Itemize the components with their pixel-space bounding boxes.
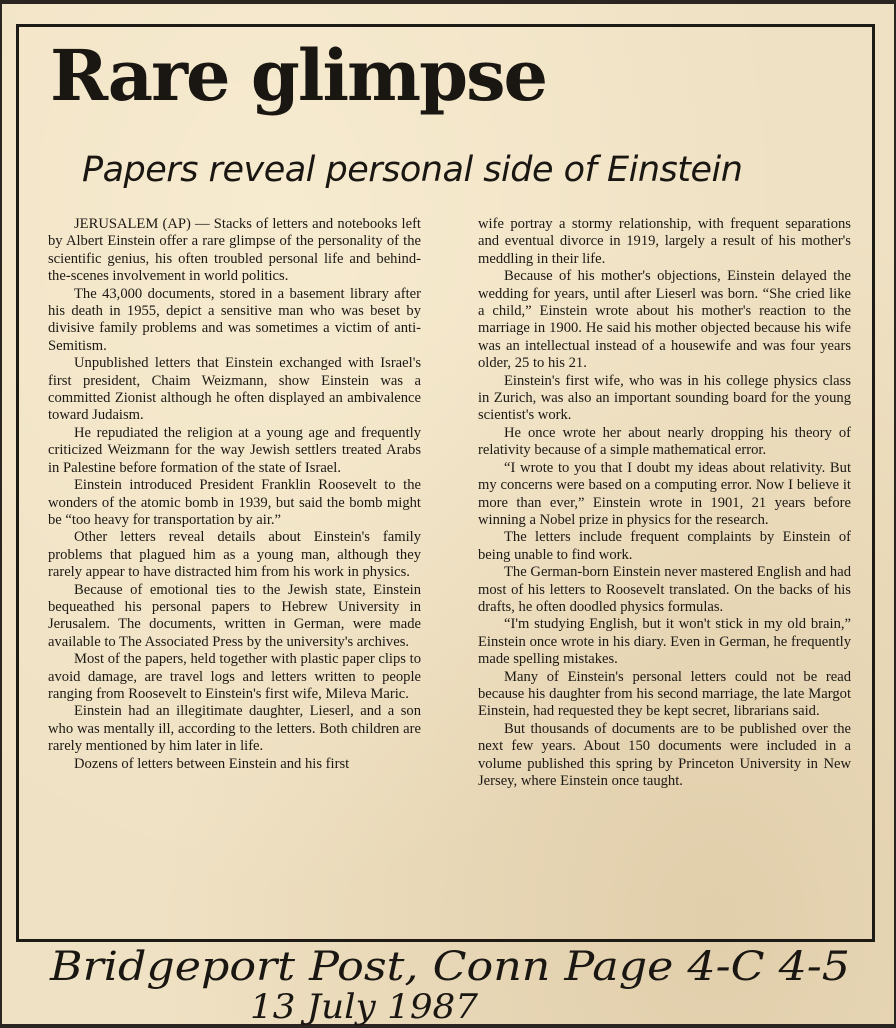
handwritten-annotation <box>2 934 896 1028</box>
paragraph: He once wrote her about nearly dropping his theory of relativity because of a simple mathematical error. <box>478 424 851 459</box>
paragraph: Because of his mother's objections, Einstein delayed the wedding for years, until after Lieserl was born. “She cried like a child,” Einstein wrote about his mother's reaction to the marriage in 1900. He said his mother objected because his wife was an intellectual instead of a housewife and was four years older, 25 to his 21. <box>478 268 851 372</box>
paragraph: “I'm studying English, but it won't stick in my old brain,” Einstein once wrote in his diary. Even in German, he frequently made spelling mistakes. <box>478 616 851 668</box>
paragraph: JERUSALEM (AP) — Stacks of letters and notebooks left by Albert Einstein offer a rare glimpse of the personality of the scientific genius, his often troubled personal life and behind-the-scenes involvement in world politics. <box>48 216 421 285</box>
newspaper-clipping <box>2 4 894 1027</box>
paragraph: Most of the papers, held together with plastic paper clips to avoid damage, are travel logs and letters written to people ranging from Roosevelt to Einstein's first wife, Mileva Maric. <box>48 651 421 702</box>
paragraph: The letters include frequent complaints by Einstein of being unable to find work. <box>478 529 851 563</box>
paragraph: Many of Einstein's personal letters could not be read because his daughter from his second marriage, the late Margot Einstein, had requested they be kept secret, librarians said. <box>478 668 851 720</box>
article-column-left <box>48 216 421 773</box>
paragraph: “I wrote to you that I doubt my ideas about relativity. But my concerns were based on a computing error. Now I believe it more than ever,” Einstein wrote in 1901, 21 years before winning a Nobel prize in physics for the research. <box>478 459 851 528</box>
paragraph: Dozens of letters between Einstein and his first <box>74 755 350 772</box>
paragraph: The 43,000 documents, stored in a basement library after his death in 1955, depict a sensitive man who was beset by divisive family problems and was sometimes a victim of anti-Semitism. <box>48 285 421 354</box>
article-column-right <box>478 216 851 790</box>
paragraph: Einstein introduced President Franklin Roosevelt to the wonders of the atomic bomb in 1939, but said the bomb might be “too heavy for transportation by air.” <box>48 477 421 528</box>
paragraph: The German-born Einstein never mastered English and had most of his letters to Roosevelt translated. On the backs of his drafts, he often doodled physics formulas. <box>478 564 851 615</box>
paragraph: Unpublished letters that Einstein exchanged with Israel's first president, Chaim Weizmann, show Einstein was a committed Zionist although he often displayed an ambivalence toward Judaism. <box>48 355 421 424</box>
paragraph-continued: wife portray a stormy relationship, with frequent separations and eventual divorce in 1919, largely a result of his mother's meddling in their life. <box>478 216 851 267</box>
paragraph: Einstein had an illegitimate daughter, Lieserl, and a son who was mentally ill, according to the letters. Both children are rarely mentioned by him later in life. <box>48 703 421 755</box>
paragraph: Because of emotional ties to the Jewish state, Einstein bequeathed his personal papers to Hebrew University in Jerusalem. The documents, written in German, were made available to The Associated Press by the university's archives. <box>48 581 421 650</box>
paragraph: Other letters reveal details about Einstein's family problems that plagued him as a young man, although they rarely appear to have distracted him from his work in physics. <box>48 529 421 581</box>
paragraph: Einstein's first wife, who was in his college physics class in Zurich, was also an important sounding board for the young scientist's work. <box>478 372 851 424</box>
subheadline: Papers reveal personal side of Einstein <box>82 150 743 190</box>
paragraph: He repudiated the religion at a young age and frequently criticized Weizmann for the way Jewish settlers treated Arabs in Palestine before formation of the state of Israel. <box>48 424 421 476</box>
paragraph: But thousands of documents are to be published over the next few years. About 150 documents were included in a volume published this spring by Princeton University in New Jersey, where Einstein once taught. <box>478 720 851 789</box>
handwritten-date: 13 July 1987 <box>250 987 479 1027</box>
headline: Rare glimpse <box>50 34 547 117</box>
handwritten-source: Bridgeport Post, Conn Page 4-C 4-5 <box>48 944 851 990</box>
